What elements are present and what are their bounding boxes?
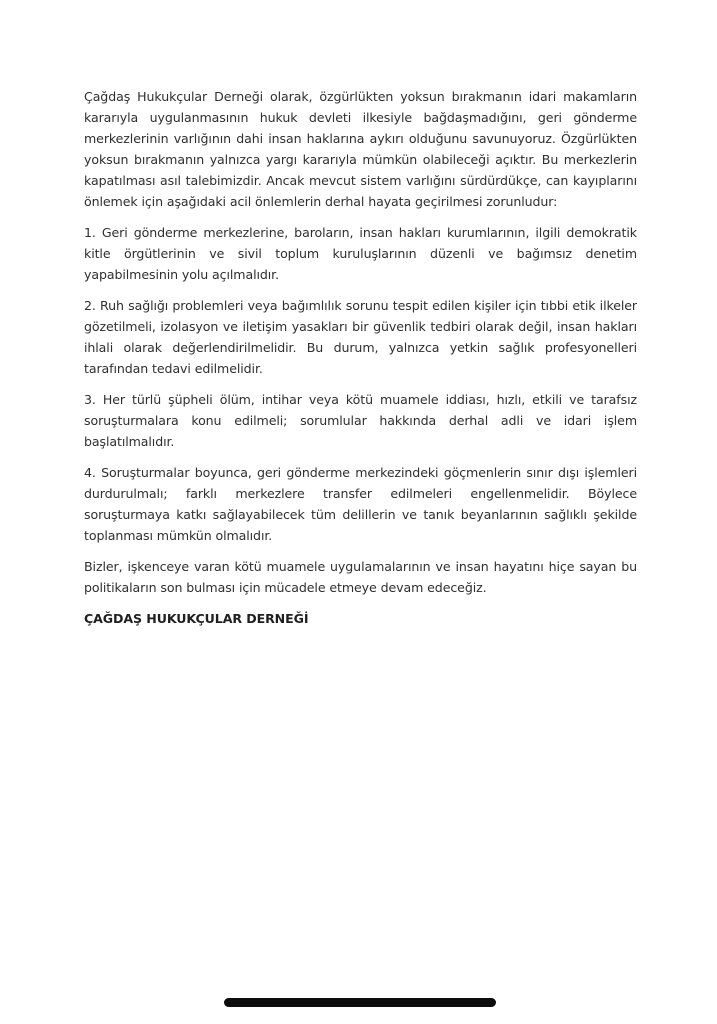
closing-paragraph: Bizler, işkenceye varan kötü muamele uygulamalarının ve insan hayatını hiçe sayan bu politikaların son bulması için mücadele etmeye devam edeceğiz. [84,559,637,595]
demand-item-2: 2. Ruh sağlığı problemleri veya bağımlılık sorunu tespit edilen kişiler için tıbbi etik ilkeler gözetilmeli, izolasyon ve iletişim yasakları bir güvenlik tedbiri olarak değil, insan hakları ihlali olarak değerlendirilmelidir. Bu durum, yalnızca yetkin sağlık profesyonelleri tarafından tedavi edilmelidir. [84,298,637,376]
demand-item-4: 4. Soruşturmalar boyunca, geri gönderme merkezindeki göçmenlerin sınır dışı işlemleri durdurulmalı; farklı merkezlere transfer edilmeleri engellenmelidir. Böylece soruşturmaya katkı sağlayabilecek tüm delillerin ve tanık beyanlarının sağlıklı şekilde toplanması mümkün olmalıdır. [84,465,637,543]
intro-paragraph: Çağdaş Hukukçular Derneği olarak, özgürlükten yoksun bırakmanın idari makamların kararıyla uygulanmasının hukuk devleti ilkesiyle bağdaşmadığını, geri gönderme merkezlerinin varlığının dahi insan haklarına aykırı olduğunu savunuyoruz. Özgürlükten yoksun bırakmanın yalnızca yargı kararıyla mümkün olabileceği açıktır. Bu merkezlerin kapatılması asıl talebimizdir. Ancak mevcut sistem varlığını sürdürdükçe, can kayıplarını önlemek için aşağıdaki acil önlemlerin derhal hayata geçirilmesi zorunludur: [84,89,637,209]
demand-item-1: 1. Geri gönderme merkezlerine, baroların, insan hakları kurumlarının, ilgili demokratik kitle örgütlerinin ve sivil toplum kuruluşlarının düzenli ve bağımsız denetim yapabilmesinin yolu açılmalıdır. [84,225,637,282]
signature: ÇAĞDAŞ HUKUKÇULAR DERNEĞİ [84,611,309,626]
home-indicator[interactable] [224,998,496,1007]
demand-item-3: 3. Her türlü şüpheli ölüm, intihar veya kötü muamele iddiası, hızlı, etkili ve tarafsız soruşturmalara konu edilmeli; sorumlular hakkında derhal adli ve idari işlem başlatılmalıdır. [84,392,637,449]
document-body [84,86,637,629]
